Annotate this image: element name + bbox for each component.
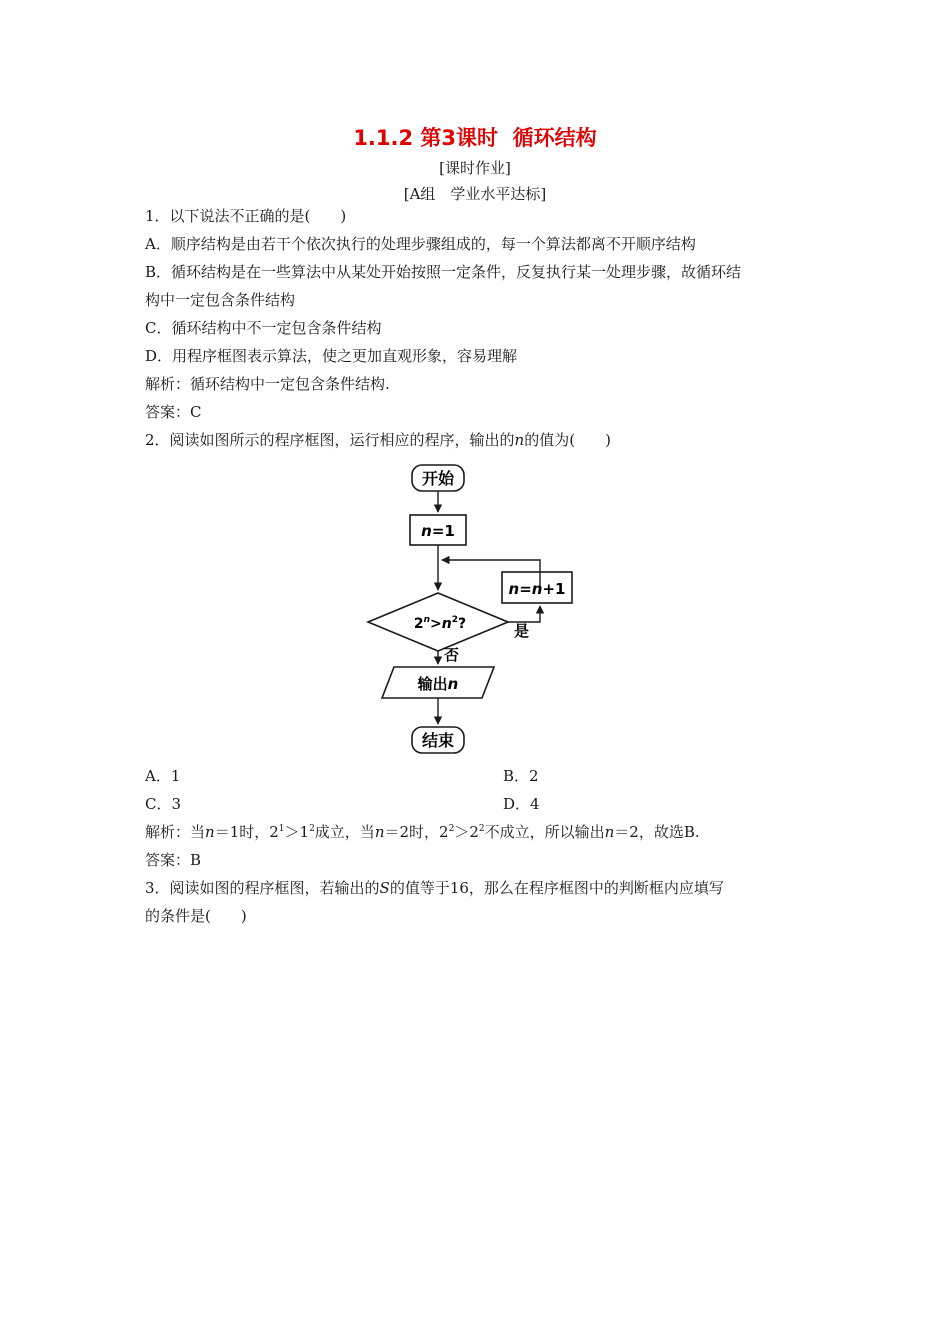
flow-cond-exp2: 2 [451, 615, 459, 625]
flow-end-text: 结束 [421, 731, 455, 750]
flow-update-var1: n [508, 580, 520, 598]
q2-option-b: B．2 [503, 767, 539, 785]
q2-analysis-s2: 2 [309, 824, 315, 834]
q2-analysis-s3: 2 [448, 824, 455, 834]
q2-option-a: A．1 [145, 767, 181, 785]
title-topic: 循环结构 [512, 126, 597, 150]
q1-option-c: C．循环结构中不一定包含条件结构 [145, 319, 382, 337]
page-title [0, 122, 950, 152]
q2-stem-pre: 2．阅读如图所示的程序框图，运行相应的程序，输出的 [145, 431, 515, 449]
flow-no-label: 否 [444, 646, 460, 664]
q1-option-a: A．顺序结构是由若干个依次执行的处理步骤组成的，每一个算法都离不开顺序结构 [145, 235, 696, 253]
q2-analysis-p2: ＝1时，2 [214, 823, 279, 841]
q3-stem-line1 [145, 878, 724, 898]
q1-stem: 1．以下说法不正确的是( ) [145, 207, 347, 225]
q2-analysis-p5: ＝2时，2 [384, 823, 449, 841]
flow-init-rest: =1 [431, 522, 455, 540]
q3-stem-post: 的值等于16，那么在程序框图中的判断框内应填写 [389, 879, 724, 897]
q2-analysis-p6: ＞2 [454, 823, 479, 841]
homework-label: [课时作业] [439, 159, 511, 177]
flow-cond-base: 2 [413, 616, 424, 632]
q2-analysis-s1: 1 [278, 824, 285, 834]
q2-analysis-p3: ＞1 [284, 823, 310, 841]
title-lesson: 第3课时 [420, 126, 499, 150]
flowchart [360, 458, 590, 760]
flow-output-label: 输出 [417, 675, 448, 693]
q2-analysis-p8: ＝2，故选B. [614, 823, 700, 841]
q3-stem-var: S [379, 879, 390, 897]
q2-analysis-p1: 解析：当 [145, 823, 206, 841]
q2-option-c: C．3 [145, 795, 182, 813]
q2-option-d: D．4 [503, 795, 540, 813]
q2-analysis [145, 822, 700, 842]
flow-update-rest: +1 [542, 580, 566, 598]
title-number: 1.1.2 [353, 126, 414, 150]
q2-analysis-v3: n [604, 823, 615, 841]
q1-option-d: D．用程序框图表示算法，使之更加直观形象，容易理解 [145, 347, 518, 365]
flow-decision-text [414, 615, 466, 632]
flow-update-var2: n [531, 580, 543, 598]
q2-analysis-s4: 2 [478, 824, 485, 834]
flow-cond-var: n [441, 616, 452, 632]
flow-yes-label: 是 [514, 622, 530, 640]
q2-stem [145, 430, 611, 450]
q1-option-b-line1: B．循环结构是在一些算法中从某处开始按照一定条件，反复执行某一处理步骤，故循环结 [145, 263, 742, 281]
q3-stem-line2: 的条件是( ) [145, 907, 247, 925]
q1-answer: 答案：C [145, 403, 202, 421]
q1-analysis: 解析：循环结构中一定包含条件结构. [145, 375, 390, 393]
q2-analysis-v1: n [205, 823, 215, 841]
flow-cond-end: ? [458, 616, 467, 632]
q3-stem-pre: 3．阅读如图的程序框图，若输出的 [145, 879, 380, 897]
flow-start-text: 开始 [421, 469, 455, 488]
flow-init-text [421, 522, 455, 540]
q2-analysis-p7: 不成立，所以输出 [484, 823, 605, 841]
flow-update-eq: = [519, 580, 532, 598]
flow-cond-exp: n [423, 615, 431, 625]
flow-output-text [417, 675, 459, 693]
flow-yes-arrow [508, 606, 540, 622]
group-label: [A组 学业水平达标] [403, 185, 547, 203]
q2-stem-var: n [514, 431, 525, 449]
q2-stem-post: 的值为( ) [524, 431, 611, 449]
flow-cond-mid: > [430, 616, 442, 632]
q1-option-b-line2: 构中一定包含条件结构 [145, 291, 296, 309]
flow-update-text [509, 580, 566, 598]
flow-init-var: n [421, 522, 432, 540]
q2-analysis-v2: n [374, 823, 385, 841]
flow-output-var: n [447, 675, 459, 693]
q2-answer: 答案：B [145, 851, 202, 869]
q2-analysis-p4: 成立，当 [314, 823, 375, 841]
